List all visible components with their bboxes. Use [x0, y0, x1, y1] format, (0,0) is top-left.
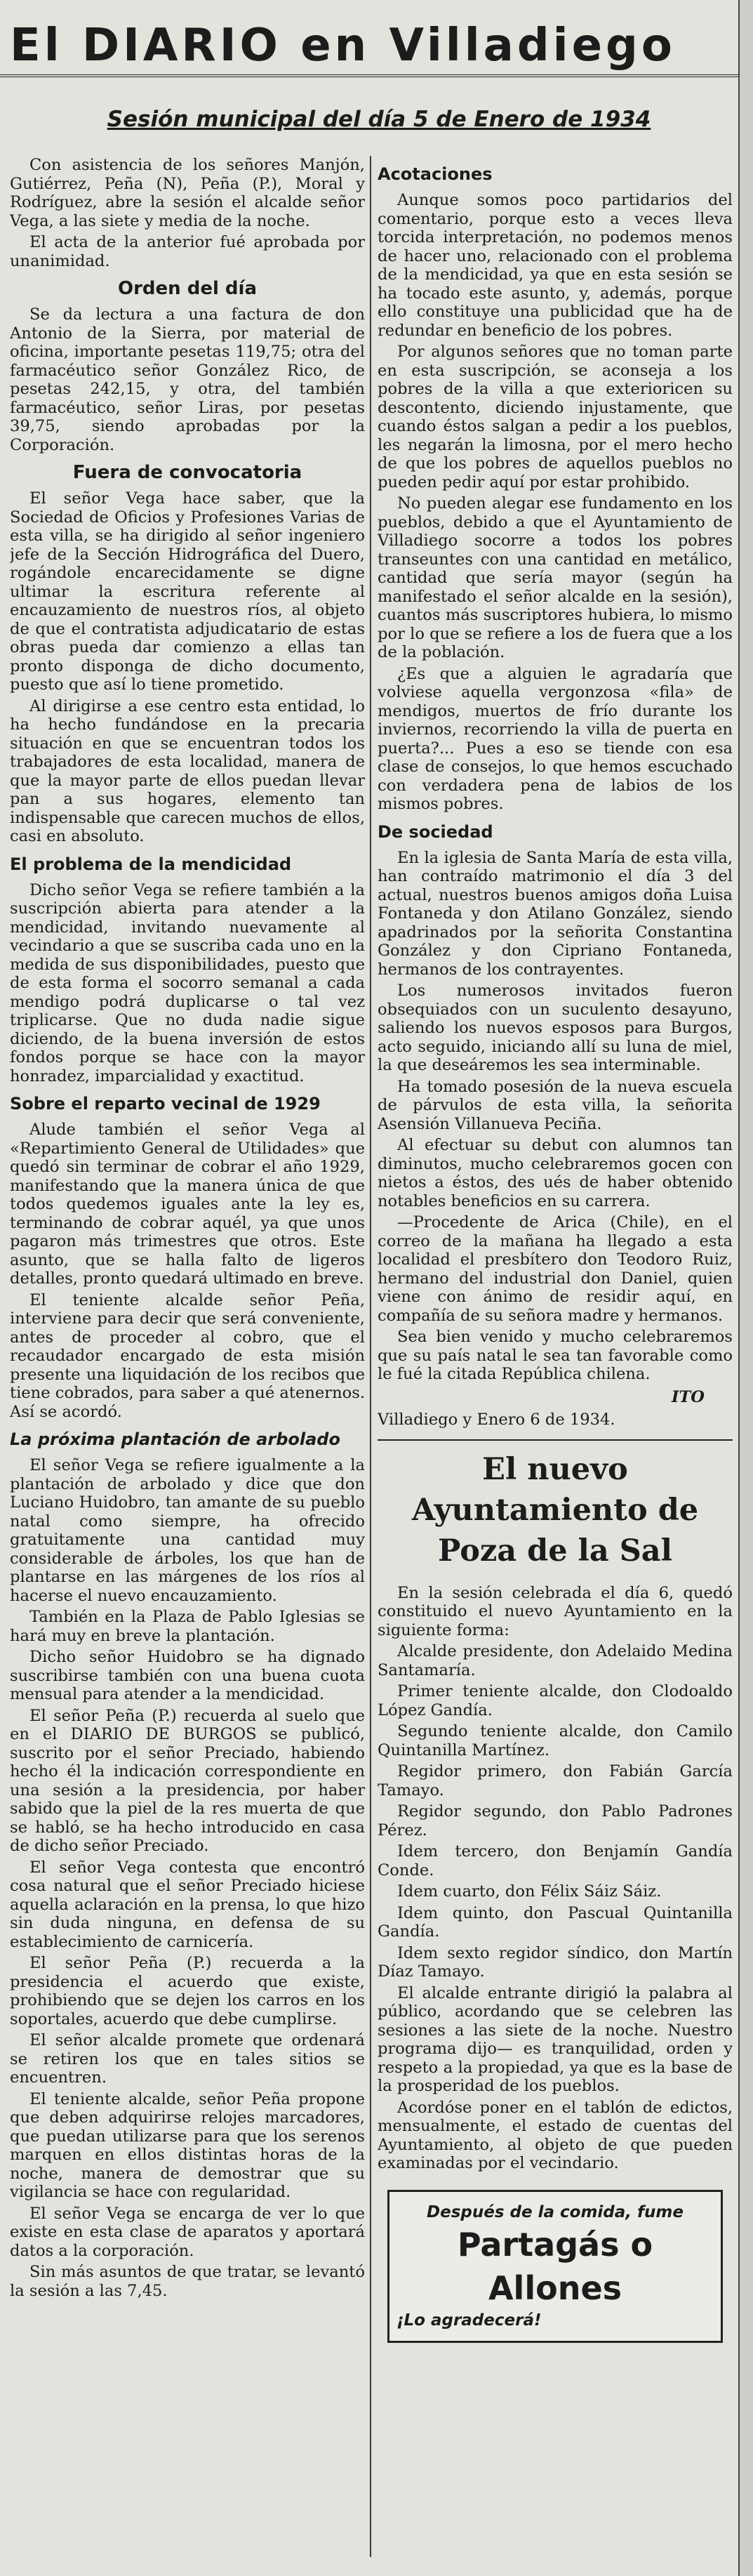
paragraph: Dicho señor Vega se refiere también a la suscripción abierta para atender a la mendicidad, invitando nuevamente al vecindario a que se suscriba cada uno en la medida de sus disponibilidades, puesto que de esta forma el socorro semanal a cada mendigo podrá duplicarse o tal vez triplicarse. Que no duda nadie sigue diciendo, de la buena inversión de estos fondos porque se hace con la mayor honradez, imparcialidad y exactitud. — [10, 880, 365, 1085]
paragraph: El teniente alcalde señor Peña, interviene para decir que será conveniente, antes de proceder al cobro, que el recaudador encargado de esta misión presente una liquidación de los recibos que tiene cobrados, para saber a qué atenernos. Así se acordó. — [10, 1290, 365, 1421]
section-heading-orden: Orden del día — [117, 278, 257, 299]
article-title-poza: El nuevo Ayuntamiento de Poza de la Sal — [411, 1451, 699, 1568]
masthead-title: El DIARIO en Villadiego — [10, 20, 676, 72]
paragraph: Al dirigirse a ese centro esta entidad, lo ha hecho fundándose en la precaria situación en que se encuentran todos los trabajadores de esta localidad, manera de que la mayor parte de ellos puedan llevar pan a sus hogares, elemento tan indispensable que carecen muchos de ellos, casi en absoluto. — [10, 696, 365, 845]
paragraph: También en la Plaza de Pablo Iglesias se hará muy en breve la plantación. — [10, 1608, 365, 1645]
paragraph: El alcalde entrante dirigió la palabra al público, acordando que se celebren las sesiones a las siete de la noche. Nuestro programa dijo— es tranquilidad, orden y respeto a la propiedad, ya que es la base de la prosperidad de los pueblos. — [378, 1983, 733, 2095]
ad-brand: Partagás o Allones — [457, 2225, 653, 2307]
paragraph: ¿Es que a alguien le agradaría que volviese aquella vergonzosa «fila» de mendigos, muertos de frío durante los inviernos, recorriendo la villa de puerta en puerta?... Pues a eso se tiende con esa clase de consejos, lo que hemos escuchado con verdadera pena de labios de los mismos pobres. — [378, 664, 733, 813]
left-column — [10, 156, 365, 2564]
paragraph: Con asistencia de los señores Manjón, Gutiérrez, Peña (N), Peña (P.), Moral y Rodríguez, abre la sesión el alcalde señor Vega, a las siete y media de la noche. — [10, 156, 365, 230]
section-rule — [378, 1439, 733, 1441]
paragraph: Los numerosos invitados fueron obsequiados con un suculento desayuno, saliendo los nuevos esposos para Burgos, acto seguido, iniciando allí su luna de miel, la que deseáremos les sea interminable. — [378, 982, 733, 1074]
paragraph: Acordóse poner en el tablón de edictos, mensualmente, el estado de cuentas del Ayuntamiento, al objeto de que pueden examinadas por el vecindario. — [378, 2098, 733, 2172]
right-column — [378, 156, 733, 2564]
ad-line-1: Después de la comida, fume — [427, 2202, 684, 2221]
paragraph: El teniente alcalde, señor Peña propone que deben adquirirse relojes marcadores, que puedan utilizarse para que los serenos marquen en ellos distintas horas de la noche, manera de demostrar que su vigilancia se hace con regularidad. — [10, 2089, 365, 2201]
ad-line-3: ¡Lo agradecerá! — [397, 2311, 542, 2330]
paragraph: El señor Vega contesta que encontró cosa natural que el señor Preciado hiciese aquella aclaración en la prensa, lo que hizo sin duda ninguna, en defensa de su establecimiento de carnicería. — [10, 1858, 365, 1951]
dateline: Villadiego y Enero 6 de 1934. — [378, 1411, 615, 1429]
paragraph: Ha tomado posesión de la nueva escuela de párvulos de esta villa, la señorita Asensión Villanueva Peciña. — [378, 1077, 733, 1133]
paragraph: El acta de la anterior fué aprobada por unanimidad. — [10, 233, 365, 270]
paragraph: Idem cuarto, don Félix Sáiz Sáiz. — [397, 1882, 662, 1901]
section-heading-acotaciones: Acotaciones — [378, 164, 493, 184]
paragraph: Sea bien venido y mucho celebraremos que su país natal le sea tan favorable como le fué la citada República chilena. — [378, 1328, 733, 1383]
paragraph: Aunque somos poco partidarios del comentario, porque esto a veces lleva torcida interpretación, no podemos menos de hacer uno, relacionado con el problema de la mendicidad, ya que en esta sesión se ha tocado este asunto, y, además, porque ello constituye una publicidad que ha de redundar en beneficio de los pobres. — [378, 191, 733, 340]
paragraph: En la iglesia de Santa María de esta villa, han contraído matrimonio el día 3 del actual, nuestros buenos amigos doña Luisa Fontaneda y don Atilano González, siendo apadrinados por la señorita Constantina González y don Cipriano Fontaneda, hermanos de los contrayentes. — [378, 848, 733, 979]
adjacent-column-edge — [738, 0, 753, 2576]
paragraph: No pueden alegar ese fundamento en los pueblos, debido a que el Ayuntamiento de Villadiego socorre a todos los pobres transeuntes con una cantidad en metálico, cantidad que sería mayor (según ha manifestado el señor alcalde en la sesión), cuantos más suscriptores hubiera, lo mismo por lo que se refiere a los de fuera que a los de la población. — [378, 494, 733, 661]
paragraph: Alcalde presidente, don Adelaido Medina Santamaría. — [378, 1642, 733, 1679]
section-heading-arbolado: La próxima plantación de arbolado — [10, 1429, 340, 1449]
advertisement — [387, 2190, 723, 2343]
paragraph: Regidor primero, don Fabián García Tamayo. — [378, 1762, 733, 1799]
paragraph: Por algunos señores que no toman parte en esta suscripción, se aconseja a los pobres de la villa a que exterioricen su descontento, diciendo injustamente, que cuando éstos salgan a pedir a los pueblos, les negarán la limosna, por el mero hecho de que los pobres de aquellos pueblos no pueden pedir aquí por estar prohibido. — [378, 343, 733, 491]
paragraph: El señor alcalde promete que ordenará se retiren los que en tales sitios se encuentren. — [10, 2031, 365, 2087]
section-heading-sociedad: De sociedad — [378, 821, 493, 842]
paragraph: El señor Peña (P.) recuerda al suelo que en el DIARIO DE BURGOS se publicó, suscrito por el señor Preciado, habiendo hecho él la indicación correspondiente en una sesión a la presidencia, por haber sabido que la piel de la res muerta de que se habló, se ha hecho introducido en casa de dicho señor Preciado. — [10, 1706, 365, 1855]
session-title: Sesión municipal del día 5 de Enero de 1934 — [107, 107, 651, 132]
paragraph: Segundo teniente alcalde, don Camilo Quintanilla Martínez. — [378, 1722, 733, 1759]
paragraph: El señor Vega se refiere igualmente a la plantación de arbolado y dice que don Luciano Huidobro, tan amante de su pueblo natal como siempre, ha ofrecido gratuitamente una cantidad muy considerable de árboles, los que han de plantarse en las márgenes de los ríos al hacerse el nuevo encauzamiento. — [10, 1456, 365, 1605]
intro-section — [10, 156, 365, 270]
paragraph: —Procedente de Arica (Chile), en el correo de la mañana ha llegado a esta localidad el presbítero don Teodoro Ruiz, hermano del industrial don Daniel, quien viene con ánimo de residir aquí, en compañía de su señora madre y hermanos. — [378, 1213, 733, 1325]
paragraph: Idem quinto, don Pascual Quintanilla Gandía. — [378, 1903, 733, 1941]
paragraph: Primer teniente alcalde, don Clodoaldo López Gandía. — [378, 1682, 733, 1719]
author-signature: ITO — [671, 1387, 705, 1406]
masthead — [0, 20, 753, 77]
paragraph: Idem sexto regidor síndico, don Martín Díaz Tamayo. — [378, 1943, 733, 1981]
paragraph: Alude también el señor Vega al «Repartimiento General de Utilidades» que quedó sin terminar de cobrar el año 1929, manifestando que la manera única de que todos quedemos iguales ante la ley es, terminando de cobrar aquél, ya que unos pagaron más trimestres que otros. Este asunto, que se halla falto de ligeros detalles, pronto quedará ultimado en breve. — [10, 1121, 365, 1288]
column-divider — [370, 156, 371, 2557]
paragraph: El señor Peña (P.) recuerda a la presidencia el acuerdo que existe, prohibiendo que se dejen los carros en los soportales, acuerdo que debe cumplirse. — [10, 1954, 365, 2028]
paragraph: Sin más asuntos de que tratar, se levantó la sesión a las 7,45. — [10, 2263, 365, 2300]
section-heading-reparto: Sobre el reparto vecinal de 1929 — [10, 1094, 321, 1114]
paragraph: Idem tercero, don Benjamín Gandía Conde. — [378, 1842, 733, 1880]
paragraph: Se da lectura a una factura de don Antonio de la Sierra, por material de oficina, importante pesetas 119,75; otra del farmacéutico señor González Rico, de pesetas 242,15, y otra, del también farmacéutico, señor Liras, por pesetas 39,75, siendo aprobadas por la Corporación. — [10, 305, 365, 454]
section-heading-fuera: Fuera de convocatoria — [72, 462, 302, 483]
paragraph: Regidor segundo, don Pablo Padrones Pérez. — [378, 1802, 733, 1839]
paragraph: Al efectuar su debut con alumnos tan diminutos, mucho celebraremos gocen con nietos a éstos, des ués de haber obtenido notables beneficios en su carrera. — [378, 1136, 733, 1210]
paragraph: El señor Vega hace saber, que la Sociedad de Oficios y Profesiones Varias de esta villa, se ha dirigido al señor ingeniero jefe de la Sección Hidrográfica del Duero, rogándole encarecidamente se digne ultimar la escritura referente al encauzamiento de nuestros ríos, al objeto de que el contratista adjudicatario de estas obras pueda dar comienzo a ellas tan pronto disponga de dicho documento, puesto que así lo tiene prometido. — [10, 489, 365, 694]
section-heading-mendicidad: El problema de la mendicidad — [10, 854, 292, 874]
paragraph: En la sesión celebrada el día 6, quedó constituido el nuevo Ayuntamiento en la siguiente forma: — [378, 1583, 733, 1639]
paragraph: El señor Vega se encarga de ver lo que existe en esta clase de aparatos y aportará datos a la corporación. — [10, 2204, 365, 2260]
paragraph: Dicho señor Huidobro se ha dignado suscribirse también con una buena cuota mensual para atender a la mendicidad. — [10, 1648, 365, 1703]
